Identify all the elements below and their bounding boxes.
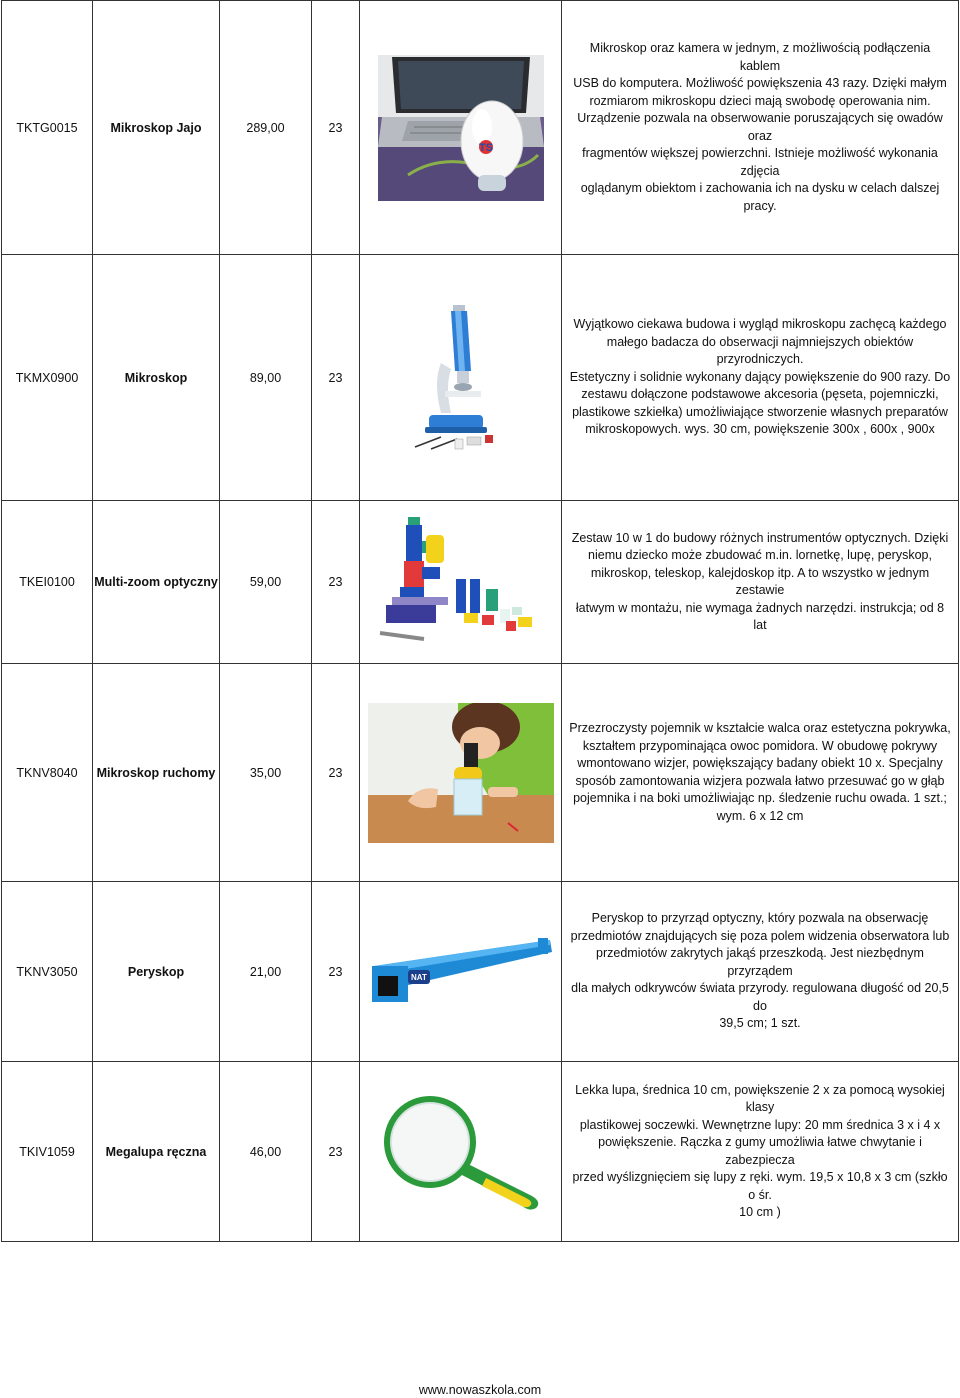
description-line: dla małych odkrywców świata przyrody. regulowana długość od 20,5 do [571, 981, 949, 1013]
description-line: oglądanym obiektom i zachowania ich na dysku w celach dalszej pracy. [580, 181, 940, 213]
table-row [2, 501, 959, 664]
product-image-cell [360, 501, 562, 664]
description-line: Zestaw 10 w 1 do budowy różnych instrumentów optycznych. Dzięki [571, 530, 949, 545]
product-code: TKMX0900 [2, 255, 93, 501]
egg-microscope-camera-image [378, 55, 544, 201]
multi-zoom-kit-image [378, 517, 544, 647]
description-line: 10 cm ) [739, 1205, 781, 1219]
product-price: 289,00 [220, 1, 312, 255]
product-code: TKEI0100 [2, 501, 93, 664]
table-row [2, 664, 959, 882]
description-line: zestawu dołączone podstawowe akcesoria (pęseta, pojemniczki, [581, 387, 939, 402]
description-line: mikroskopowych. wys. 30 cm, powiększenie 300x , 600x , 900x [585, 422, 935, 437]
product-image-cell [360, 1, 562, 255]
product-name: Multi-zoom optyczny [93, 501, 220, 664]
periscope-label-text: NAT [410, 972, 427, 982]
product-vat: 23 [312, 1062, 360, 1242]
description-line: Lekka lupa, średnica 10 cm, powiększenie 2 x za pomocą wysokiej klasy [575, 1082, 945, 1114]
product-image-cell [360, 255, 562, 501]
description-line: mikroskop, teleskop, kalejdoskop itp. A to wszystko w jednym zestawie [590, 565, 930, 597]
product-vat: 23 [312, 664, 360, 882]
product-vat: 23 [312, 882, 360, 1062]
product-description [562, 882, 959, 1062]
product-image-cell [360, 1062, 562, 1242]
product-image-cell [360, 664, 562, 882]
description-line: wym. 6 x 12 cm [716, 808, 804, 823]
description-line: Urządzenie pozwala na obserwowanie poruszających się owadów oraz [577, 111, 943, 143]
description-line: kształtem przypominająca owoc pomidora. W obudowę pokrywy [582, 738, 938, 753]
description-line: sposób zamontowania wizjera pozwala łatwo przesuwać go w głąb [575, 773, 945, 788]
description-line: powiększenie. Rączka z gumy umożliwia łatwe chwytanie i zabezpiecza [598, 1135, 922, 1167]
product-code: TKIV1059 [2, 1062, 93, 1242]
table-row [2, 1062, 959, 1242]
description-line: plastikowe szkiełka) umożliwiające stworzenie własnych preparatów [572, 404, 948, 419]
description-line: rozmiarom mikroskopu dzieci mają swobodę operowania nim. [589, 93, 931, 108]
description-line: Estetyczny i solidnie wykonany dający powiększenie do 900 razy. Do [569, 369, 951, 384]
microscope-image [411, 303, 511, 453]
description-line: przed wyślizgnięciem się lupy z ręki. wym. 19,5 x 10,8 x 3 cm (szkło o śr. [572, 1170, 948, 1202]
description-line: przedmiotów zakrytych jakąś przeszkodą. Jest niezbędnym przyrządem [596, 946, 924, 978]
table-row [2, 255, 959, 501]
description-line: małego badacza do obserwacji najmniejszych obiektów przyrodniczych. [606, 334, 914, 367]
product-name: Mikroskop ruchomy [93, 664, 220, 882]
product-description [562, 1, 959, 255]
product-description [562, 1062, 959, 1242]
product-description [562, 501, 959, 664]
product-vat: 23 [312, 255, 360, 501]
egg-logo-text: TS [478, 141, 493, 154]
product-price: 35,00 [220, 664, 312, 882]
product-table [1, 0, 959, 1242]
product-price: 21,00 [220, 882, 312, 1062]
product-code: TKTG0015 [2, 1, 93, 255]
product-price: 46,00 [220, 1062, 312, 1242]
product-name: Mikroskop Jajo [93, 1, 220, 255]
product-code: TKNV3050 [2, 882, 93, 1062]
product-image-cell [360, 882, 562, 1062]
product-description [562, 664, 959, 882]
product-name: Megalupa ręczna [93, 1062, 220, 1242]
description-line: przedmiotów znajdujących się poza polem widzenia obserwatora lub [570, 928, 950, 943]
description-line: USB do komputera. Możliwość powiększenia 43 razy. Dzięki małym [573, 76, 947, 90]
product-price: 59,00 [220, 501, 312, 664]
product-price: 89,00 [220, 255, 312, 501]
description-line: łatwym w montażu, nie wymaga żadnych narzędzi. instrukcja; od 8 lat [575, 600, 945, 632]
description-line: Mikroskop oraz kamera w jednym, z możliwością podłączenia kablem [589, 41, 931, 73]
description-line: plastikowej soczewki. Wewnętrzne lupy: 20 mm średnica 3 x i 4 x [579, 1117, 941, 1132]
description-line: Peryskop to przyrząd optyczny, który pozwala na obserwację [591, 911, 929, 926]
table-row [2, 1, 959, 255]
product-code: TKNV8040 [2, 664, 93, 882]
description-line: pojemnika i na boki umożliwiając np. śledzenie ruchu owada. 1 szt.; [573, 791, 947, 805]
description-line: fragmentów większej powierzchni. Istnieje możliwość wykonania zdjęcia [582, 146, 938, 178]
periscope-image [370, 936, 552, 1008]
product-name: Peryskop [93, 882, 220, 1062]
description-line: 39,5 cm; 1 szt. [719, 1016, 801, 1031]
footer-url: www.nowaszkola.com [418, 1383, 542, 1397]
product-description [562, 255, 959, 501]
table-row [2, 882, 959, 1062]
product-name: Mikroskop [93, 255, 220, 501]
product-vat: 23 [312, 501, 360, 664]
bug-viewer-child-photo [368, 703, 554, 843]
product-vat: 23 [312, 1, 360, 255]
description-line: Wyjątkowo ciekawa budowa i wygląd mikroskopu zachęcą każdego [573, 317, 947, 332]
description-line: wmontowano wizjer, powiększający badany obiekt 10 x. Specjalny [577, 756, 943, 770]
magnifier-image [376, 1092, 546, 1212]
description-line: niemu dziecko może zbudować m.in. lornetkę, lupę, peryskop, [588, 548, 932, 562]
description-line: Przezroczysty pojemnik w kształcie walca oraz estetyczna pokrywka, [569, 721, 951, 735]
